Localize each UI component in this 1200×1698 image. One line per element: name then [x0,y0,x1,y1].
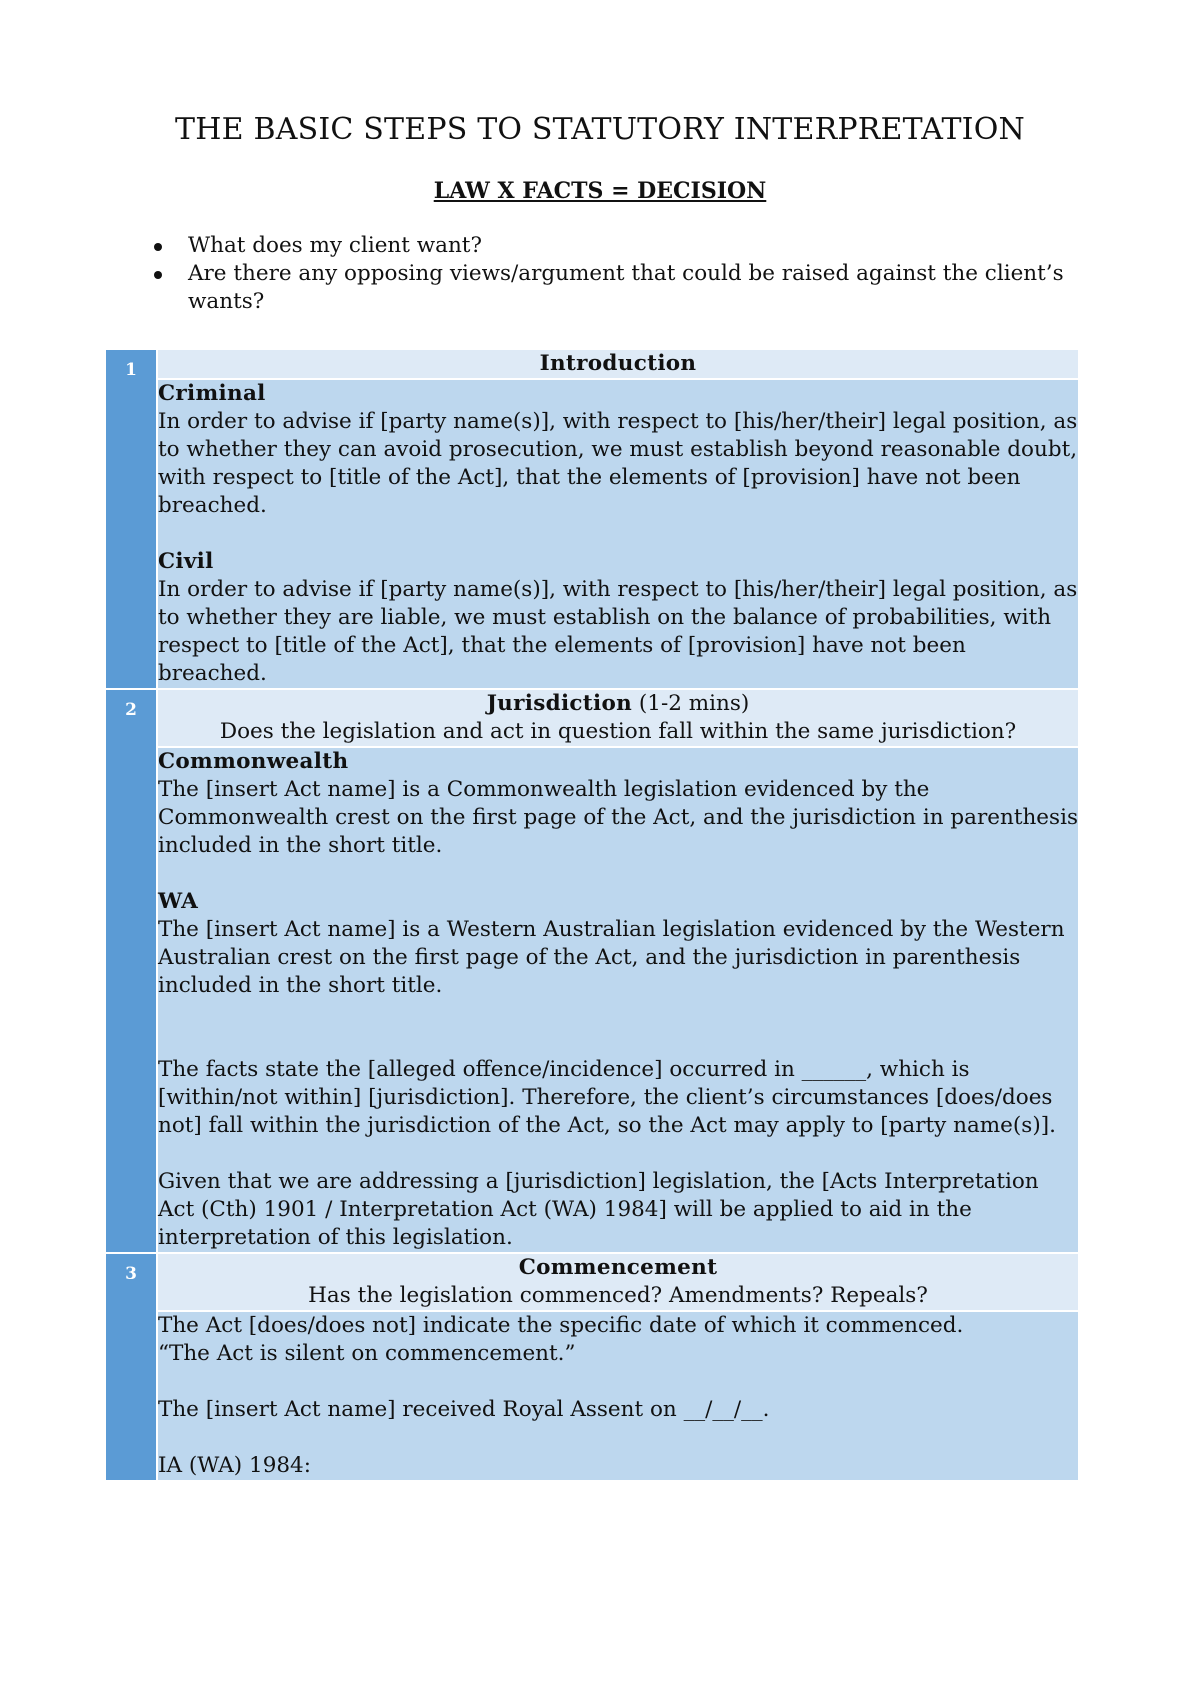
royal-assent-text: The [insert Act name] received Royal Assent on __/__/__. [158,1397,770,1422]
step-number-cell [105,349,157,689]
step-number-cell [105,689,157,1253]
bullet-list [150,232,1070,316]
step-header-cell [157,349,1079,379]
commonwealth-text: The [insert Act name] is a Commonwealth legislation evidenced by the Commonwealth crest on the first page of the Act, and the jurisdiction in parenthesis included in the short title. [158,777,1078,858]
facts-text: The facts state the [alleged offence/incidence] occurred in ______, which is [within/not within] [jurisdiction]. Therefore, the client’s circumstances [does/does not] fall within the jurisdiction of the Act, so the Act may apply to [party name(s)]. [158,1057,1056,1138]
step-heading: Commencement [518,1255,718,1280]
bullet-item-opposing-views: Are there any opposing views/argument that could be raised against the client’s wants? [150,260,1070,316]
civil-label: Civil [158,549,214,574]
wa-label: WA [158,889,199,914]
step-body-cell [157,1311,1079,1481]
step-number: 2 [125,700,137,720]
step-1-body-row [105,379,1079,689]
commencement-quote: “The Act is silent on commencement.” [158,1341,576,1366]
step-2-header-row [105,689,1079,747]
interpretation-text: Given that we are addressing a [jurisdiction] legislation, the [Acts Interpretation Act (Cth) 1901 / Interpretation Act (WA) 1984] will be applied to aid in the interpretation of this legislation. [158,1169,1039,1250]
commencement-line: The Act [does/does not] indicate the specific date of which it commenced. [158,1313,964,1338]
step-heading-note: (1-2 mins) [632,691,750,716]
step-3-body-row [105,1311,1079,1481]
step-body-cell [157,747,1079,1253]
step-question: Has the legislation commenced? Amendments? Repeals? [308,1283,928,1308]
step-header-cell [157,1253,1079,1311]
ia-text: IA (WA) 1984: [158,1453,311,1478]
criminal-text: In order to advise if [party name(s)], with respect to [his/her/their] legal position, as to whether they can avoid prosecution, we must establish beyond reasonable doubt, with respect to [title of the Act], that the elements of [provision] have not been breached. [158,409,1078,518]
steps-table [104,348,1080,1482]
step-question: Does the legislation and act in question fall within the same jurisdiction? [219,719,1017,744]
step-2-body-row [105,747,1079,1253]
commonwealth-label: Commonwealth [158,749,349,774]
page-subtitle: LAW X FACTS = DECISION [433,178,767,204]
page-title: THE BASIC STEPS TO STATUTORY INTERPRETATION [175,112,1025,147]
step-heading-line [158,690,1078,718]
wa-text: The [insert Act name] is a Western Australian legislation evidenced by the Western Australian crest on the first page of the Act, and the jurisdiction in parenthesis included in the short title. [158,917,1065,998]
step-header-cell [157,689,1079,747]
step-number: 3 [125,1264,137,1284]
step-number: 1 [125,360,137,380]
civil-text: In order to advise if [party name(s)], with respect to [his/her/their] legal position, as to whether they are liable, we must establish on the balance of probabilities, with respect to [title of the Act], that the elements of [provision] have not been breached. [158,577,1078,686]
step-body-cell [157,379,1079,689]
step-heading: Jurisdiction [486,691,633,716]
step-number-cell [105,1253,157,1481]
step-heading: Introduction [539,351,697,376]
bullet-item-client-wants: What does my client want? [150,232,1070,260]
step-1-header-row [105,349,1079,379]
step-3-header-row [105,1253,1079,1311]
criminal-label: Criminal [158,381,266,406]
